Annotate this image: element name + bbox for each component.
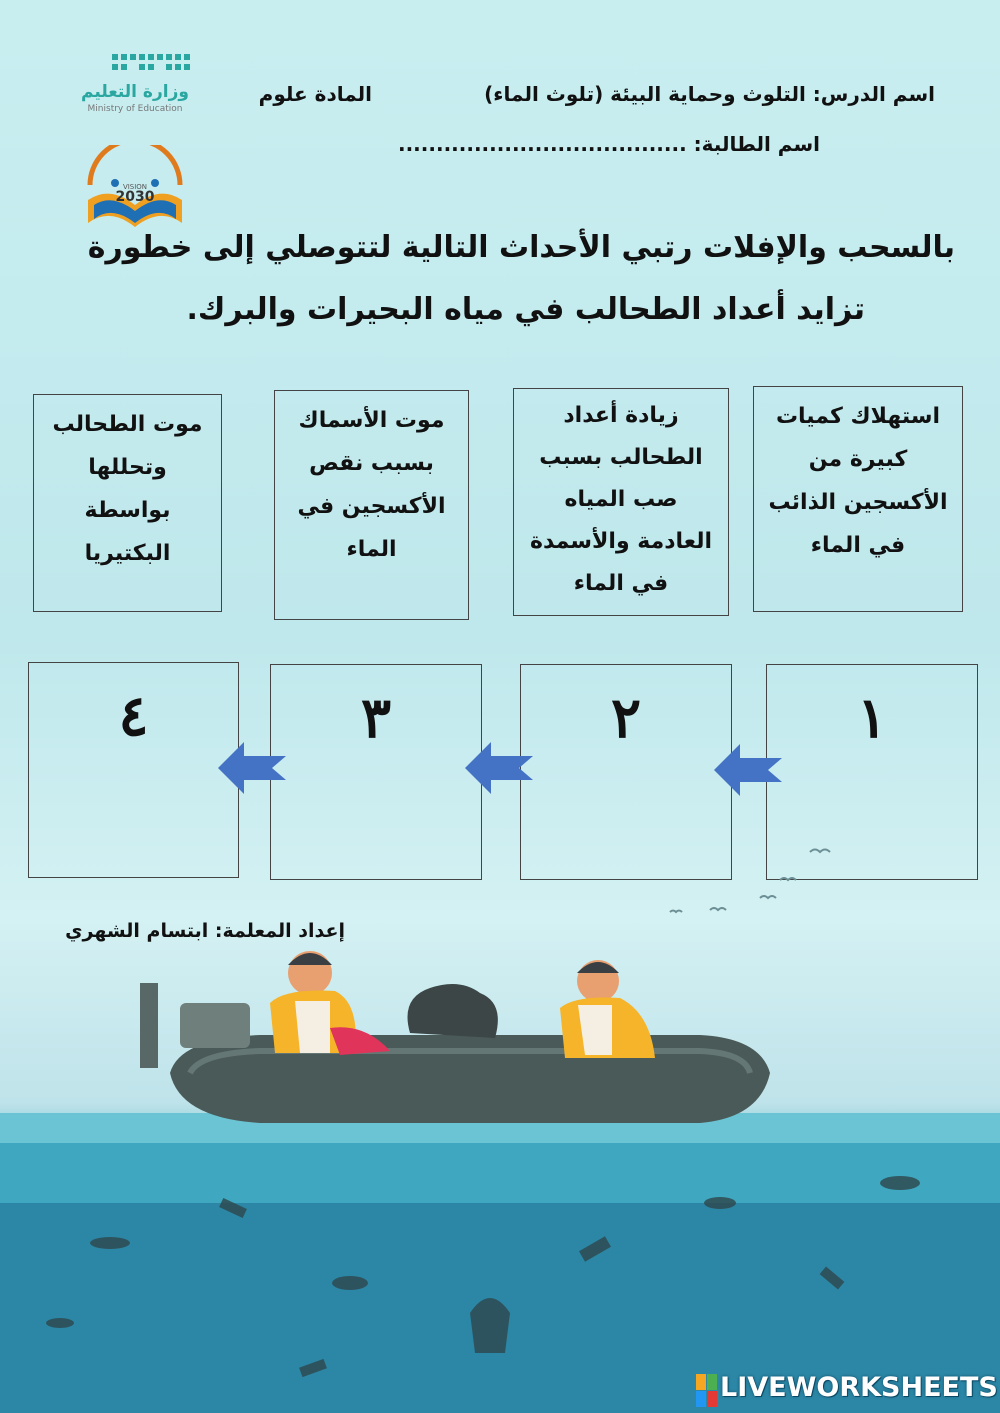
liveworksheets-live-icon bbox=[696, 1374, 718, 1408]
school-vision-logo bbox=[80, 145, 190, 235]
card-line: موت الأسماك bbox=[298, 408, 445, 433]
card-line: الماء bbox=[346, 537, 397, 562]
card-line: بواسطة bbox=[84, 498, 171, 523]
instruction-line-2: تزايد أعداد الطحالب في مياه البحيرات والبرك. bbox=[186, 292, 865, 327]
event-card-oxygen-consumption[interactable] bbox=[753, 386, 963, 612]
ministry-name-ar: وزارة التعليم bbox=[81, 82, 189, 102]
card-line: زيادة أعداد bbox=[563, 403, 679, 428]
arrow-left-icon bbox=[712, 742, 784, 798]
slot-number: ١ bbox=[856, 685, 888, 751]
event-card-fish-death[interactable] bbox=[274, 390, 469, 620]
card-line: وتحللها bbox=[88, 455, 167, 480]
subject-label: المادة علوم bbox=[258, 82, 372, 106]
card-line: العادمة والأسمدة bbox=[529, 529, 713, 554]
card-line: صب المياه bbox=[564, 487, 678, 512]
arrow-left-icon bbox=[463, 740, 535, 796]
liveworksheets-logo bbox=[696, 1374, 996, 1410]
drop-slot-3[interactable] bbox=[270, 664, 482, 880]
vision-year: 2030 bbox=[115, 189, 155, 205]
drop-slot-4[interactable] bbox=[28, 662, 239, 878]
ministry-logo bbox=[60, 52, 200, 122]
card-line: في الماء bbox=[573, 571, 669, 596]
card-line: البكتيريا bbox=[84, 541, 171, 566]
card-line: استهلاك كميات bbox=[775, 404, 941, 429]
liveworksheets-wordmark: LIVEWORKSHEETS bbox=[720, 1372, 998, 1403]
event-card-algae-decomposition[interactable] bbox=[33, 394, 222, 612]
card-line: بسبب نقص bbox=[309, 451, 434, 476]
student-name-field[interactable]: اسم الطالبة: ...................................... bbox=[397, 132, 820, 156]
vision-word: VISION bbox=[122, 183, 148, 191]
slot-number: ٢ bbox=[610, 685, 642, 751]
card-line: الأكسجين الذائب bbox=[768, 490, 948, 515]
slot-number: ٣ bbox=[360, 685, 392, 751]
boat-cleanup-illustration bbox=[0, 943, 1000, 1413]
card-line: الأكسجين في bbox=[297, 494, 446, 519]
instruction-line-1: بالسحب والإفلات رتبي الأحداث التالية لتتوصلي إلى خطورة bbox=[87, 230, 955, 265]
ministry-logo-dots-icon bbox=[110, 52, 200, 80]
slot-number: ٤ bbox=[118, 683, 149, 749]
card-line: في الماء bbox=[810, 533, 906, 558]
birds-icon bbox=[660, 840, 840, 920]
lesson-title: اسم الدرس: التلوث وحماية البيئة (تلوث الماء) bbox=[484, 82, 935, 106]
teacher-credit: إعداد المعلمة: ابتسام الشهري bbox=[65, 920, 345, 942]
ministry-name-en: Ministry of Education bbox=[87, 104, 183, 114]
arrow-left-icon bbox=[216, 740, 288, 796]
event-card-algae-increase[interactable] bbox=[513, 388, 729, 616]
card-line: الطحالب بسبب bbox=[539, 445, 703, 470]
card-line: كبيرة من bbox=[808, 447, 908, 472]
card-line: موت الطحالب bbox=[52, 412, 203, 437]
